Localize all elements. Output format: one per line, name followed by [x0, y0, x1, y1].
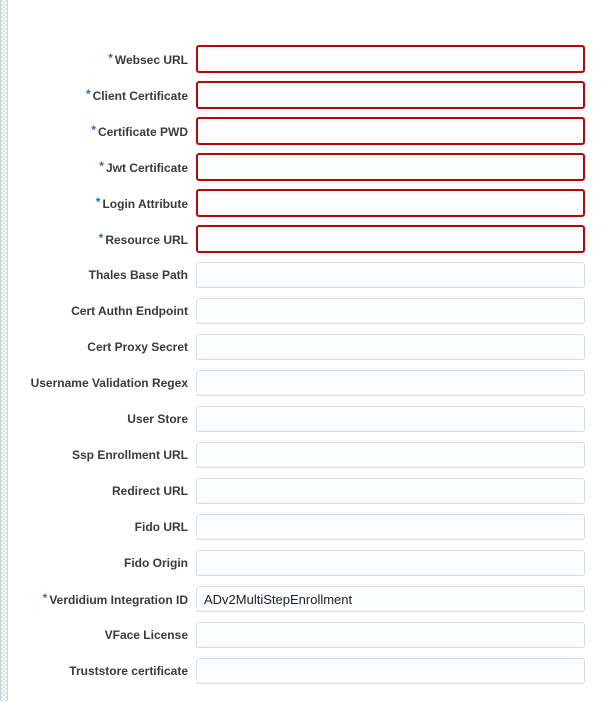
form-row: [8, 257, 609, 293]
field-label-text: Redirect URL: [111, 484, 188, 498]
text-input-thales-base-path[interactable]: [196, 262, 585, 288]
text-input-fido-url[interactable]: [196, 514, 585, 540]
required-asterisk: *: [99, 159, 104, 173]
field-label-text: Resource URL: [105, 233, 188, 247]
field-label: [8, 484, 196, 498]
form-row: [8, 581, 609, 617]
field-label-text: Cert Authn Endpoint: [71, 304, 188, 318]
form-row: [8, 77, 609, 113]
form-row: [8, 41, 609, 77]
field-label: [8, 123, 196, 139]
integration-settings-form: [8, 41, 609, 689]
text-input-cert-proxy-secret[interactable]: [196, 334, 585, 360]
text-input-verdidium-integration-id[interactable]: [196, 586, 585, 612]
text-input-jwt-certificate[interactable]: [196, 153, 585, 181]
text-input-login-attribute[interactable]: [196, 189, 585, 217]
field-label-text: Cert Proxy Secret: [87, 340, 188, 354]
field-label-text: Client Certificate: [92, 89, 188, 103]
field-label-text: User Store: [127, 412, 188, 426]
form-row: [8, 401, 609, 437]
required-asterisk: *: [85, 87, 91, 101]
required-asterisk: *: [42, 591, 48, 605]
field-label-text: Thales Base Path: [88, 268, 188, 282]
text-input-vface-license[interactable]: [196, 622, 585, 648]
form-row: [8, 185, 609, 221]
field-label-text: Login Attribute: [102, 197, 188, 211]
form-row: [8, 149, 609, 185]
field-label: [8, 376, 196, 390]
field-label-text: Certificate PWD: [97, 125, 188, 139]
form-row: [8, 113, 609, 149]
field-label: [8, 87, 196, 103]
field-label: [8, 412, 196, 426]
field-label: [8, 304, 196, 318]
field-label-text: Jwt Certificate: [105, 161, 188, 175]
field-label-text: Username Validation Regex: [30, 376, 188, 390]
form-row: [8, 617, 609, 653]
form-row: [8, 365, 609, 401]
field-label: [8, 628, 196, 642]
form-row: [8, 653, 609, 689]
required-asterisk: *: [108, 51, 113, 65]
field-label-text: Ssp Enrollment URL: [71, 448, 188, 462]
field-label: [8, 591, 196, 607]
field-label-text: Fido Origin: [124, 556, 188, 570]
text-input-client-certificate[interactable]: [196, 81, 585, 109]
field-label: [8, 51, 196, 67]
required-asterisk: *: [95, 195, 101, 209]
form-row: [8, 293, 609, 329]
form-content: [8, 0, 609, 701]
text-input-redirect-url[interactable]: [196, 478, 585, 504]
form-row: [8, 545, 609, 581]
text-input-ssp-enrollment-url[interactable]: [196, 442, 585, 468]
field-label-text: Verdidium Integration ID: [49, 593, 188, 607]
form-row: [8, 473, 609, 509]
field-label-text: Fido URL: [134, 520, 188, 534]
text-input-username-validation-regex[interactable]: [196, 370, 585, 396]
field-label: [8, 340, 196, 354]
form-row: [8, 437, 609, 473]
text-input-truststore-certificate[interactable]: [196, 658, 585, 684]
form-row: [8, 329, 609, 365]
required-asterisk: *: [91, 123, 96, 137]
form-row: [8, 221, 609, 257]
text-input-certificate-pwd[interactable]: [196, 117, 585, 145]
field-label: [8, 556, 196, 570]
splitter-gutter[interactable]: [0, 0, 8, 701]
text-input-websec-url[interactable]: [196, 45, 585, 73]
required-asterisk: *: [98, 231, 104, 245]
field-label-text: Truststore certificate: [69, 664, 188, 678]
text-input-resource-url[interactable]: [196, 225, 585, 253]
field-label: [8, 664, 196, 678]
field-label-text: Websec URL: [114, 53, 188, 67]
field-label: [8, 448, 196, 462]
field-label: [8, 268, 196, 282]
field-label: [8, 159, 196, 175]
field-label: [8, 195, 196, 211]
field-label: [8, 520, 196, 534]
field-label: [8, 231, 196, 247]
form-row: [8, 509, 609, 545]
text-input-fido-origin[interactable]: [196, 550, 585, 576]
text-input-user-store[interactable]: [196, 406, 585, 432]
text-input-cert-authn-endpoint[interactable]: [196, 298, 585, 324]
field-label-text: VFace License: [104, 628, 188, 642]
